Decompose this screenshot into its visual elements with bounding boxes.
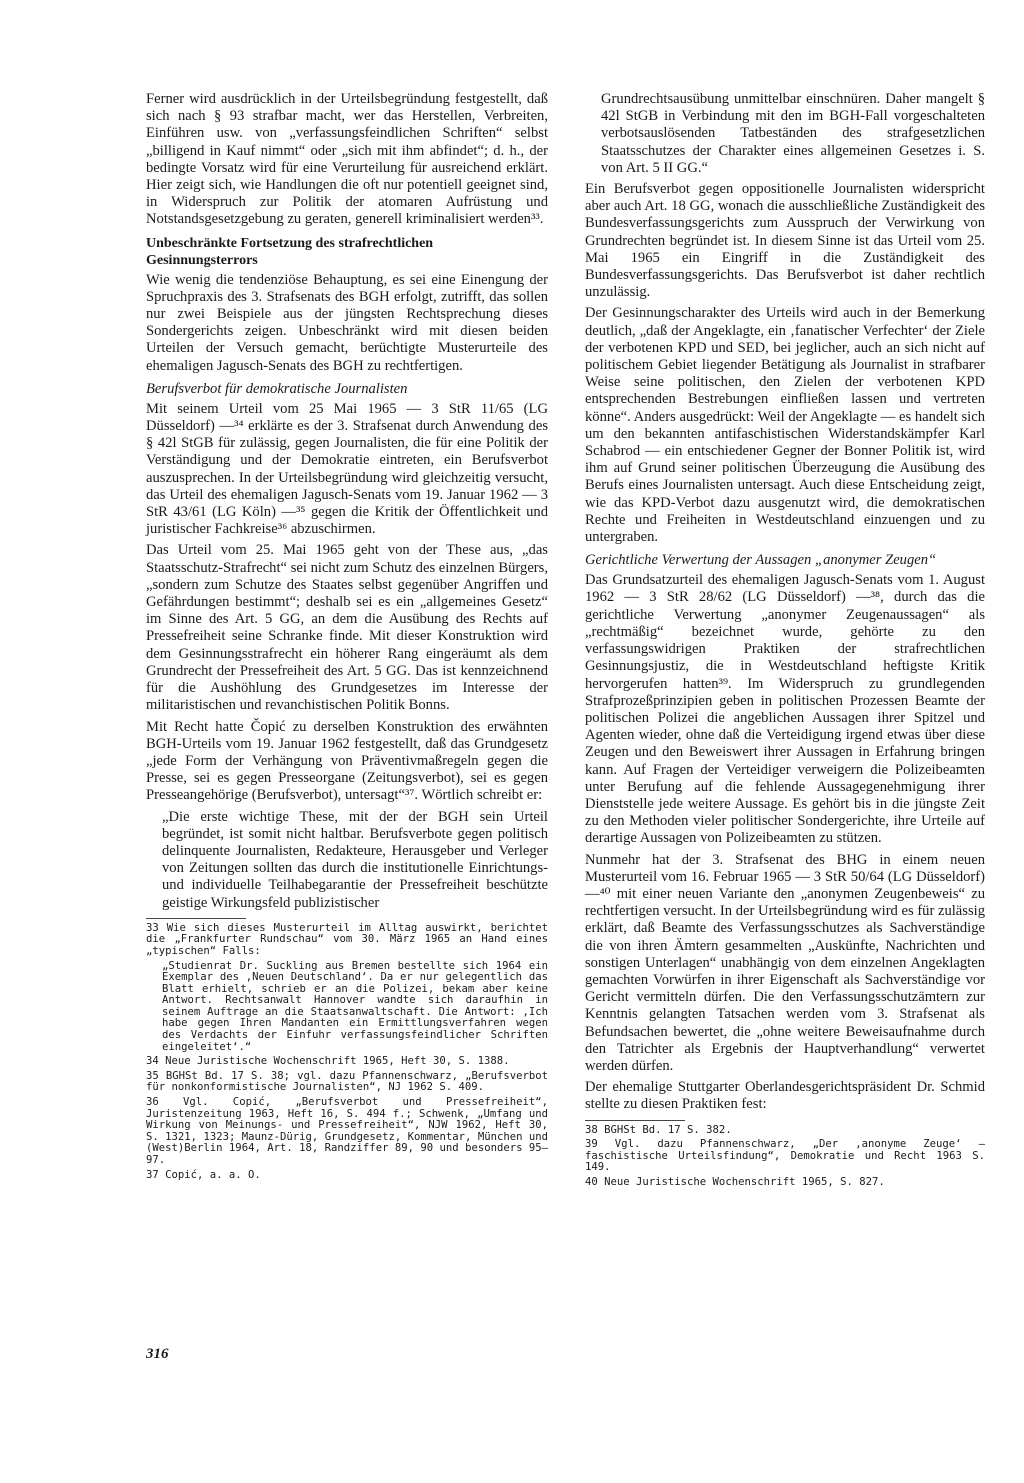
paragraph: Mit Recht hatte Čopić zu derselben Konstruktion des erwähnten BGH-Urteils vom 19. Januar 1962 festgestellt, daß das Grundgesetz „jede Form der Verhängung von Präventivmaßregeln gegen die Presse, sei es gegen Presseorgane (Zeitungsverbot), sei es gegen Presseangehörige (Berufsverbot), untersagt“³⁷. Wörtlich schreibt er: [146,718,548,804]
paragraph: Nunmehr hat der 3. Strafsenat des BHG in einem neuen Musterurteil vom 16. Februar 1965 — 3 StR 50/64 (LG Düsseldorf) —⁴⁰ mit einer neuen Variante den „anonymen Zeugenbeweis“ zu rechtfertigen versucht. In der Urteilsbegründung wird es für zulässig erklärt, daß Beamte des Verfassungsschutzes als Sachverständige die von ihren Ämtern gesammelten „Auskünfte, Nachrichten und sonstigen Unterlagen“ unabhängig von dem einzelnen Angeklagten gemachten Vorwürfen in ihrer Eigenschaft als Sachverständige vor Gericht vermitteln dürfen. Die den Verfassungsschutzämtern zur Kenntnis gelangten Tatsachen werden vom 3. Strafsenat als Befundsachen bewertet, die „ohne weitere Beweisaufnahme durch den Tatrichter als Ergebnis der Hauptverhandlung“ verwertet werden dürfen. [585,851,985,1074]
paragraph: Mit seinem Urteil vom 25 Mai 1965 — 3 StR 11/65 (LG Düsseldorf) —³⁴ erklärte es der 3. Strafsenat durch Anwendung des § 42l StGB für zulässig, gegen Journalisten, die für eine Politik der Verständigung und der Demokratie eintreten, ein Berufsverbot auszusprechen. In der Urteilsbegründung wird gleichzeitig versucht, das Urteil des ehemaligen Jagusch-Senats vom 19. Januar 1962 — 3 StR 43/61 (LG Köln) —³⁵ gegen die Kritik der Öffentlichkeit und juristischer Fachkreise³⁶ abzuschirmen. [146,400,548,538]
block-quote: Grundrechtsausübung unmittelbar einschnüren. Daher mangelt § 42l StGB in Verbindung mit den im BGH-Fall vorgeschalteten verbotsauslösenden Tatbeständen des strafgesetzlichen Staatsschutzes der Charakter eines allgemeinen Gesetzes i. S. von Art. 5 II GG.“ [601,91,985,176]
footnote-divider [585,1120,685,1121]
footnote: 33 Wie sich dieses Musterurteil im Alltag auswirkt, berichtet die „Frankfurter Rundschau“ vom 30. März 1965 an Hand eines „typischen“ Falls: [146,921,548,957]
paragraph: Wie wenig die tendenziöse Behauptung, es sei eine Einengung der Spruchpraxis des 3. Strafsenats des BGH erfolgt, zutrifft, das sollen nur zwei Beispiele aus der jüngsten Rechtsprechung dieses Sondergerichts zeigen. Unbeschränkt wird mit diesen beiden Urteilen der Versuch gemacht, berüchtigte Musterurteile des ehemaligen Jagusch-Senats des BGH zu rechtfertigen. [146,271,548,374]
left-column [146,91,548,1184]
footnote: 40 Neue Juristische Wochenschrift 1965, S. 827. [585,1175,885,1188]
section-heading: Unbeschränkte Fortsetzung des strafrechtlichen Gesinnungsterrors [146,235,434,268]
footnote: 38 BGHSt Bd. 17 S. 382. [585,1123,732,1136]
paragraph: Das Urteil vom 25. Mai 1965 geht von der These aus, „das Staatsschutz-Strafrecht“ sei nicht zum Schutz des einzelnen Bürgers, „sondern zum Schutze des Staates selbst gegenüber Angriffen und Gefährdungen bestimmt“; deshalb sei es ein „allgemeines Gesetz“ im Sinne des Art. 5 GG, an dem die Ausübung des Rechts auf Pressefreiheit seine Schranke finde. Mit dieser Konstruktion wird dem Gesinnungsstrafrecht ein höherer Rang eingeräumt als dem Grundrecht der Pressefreiheit des Art. 5 GG. Das ist kennzeichnend für die Aushöhlung des Grundgesetzes im Interesse der militaristischen und revanchistischen Politik Bonns. [146,542,548,714]
block-quote: „Die erste wichtige These, mit der der BGH sein Urteil begründet, ist somit nicht haltbar. Berufsverbote gegen politisch delinquente Journalisten, Redakteure, Herausgeber und Verleger von Zeitungen sollten das durch die institutionelle Einrichtungs- und individuelle Teilhabegarantie der Pressefreiheit beschützte geistige Wirkungsfeld publizistischer [162,808,548,911]
right-column [585,91,985,1192]
subsection-heading: Berufsverbot für demokratische Journalisten [146,380,408,397]
footnote-divider [146,918,246,919]
footnote: 35 BGHSt Bd. 17 S. 38; vgl. dazu Pfannenschwarz, „Berufsverbot für nonkonformistische Journalisten“, NJ 1962 S. 409. [146,1069,548,1094]
footnote: 34 Neue Juristische Wochenschrift 1965, Heft 30, S. 1388. [146,1055,510,1068]
subsection-heading: Gerichtliche Verwertung der Aussagen „anonymer Zeugen“ [585,552,937,569]
paragraph: Das Grundsatzurteil des ehemaligen Jagusch-Senats vom 1. August 1962 — 3 StR 28/62 (LG Düsseldorf) —³⁸, durch das die gerichtliche Verwertung „anonymer Zeugenaussagen“ als „rechtmäßig“ bezeichnet wurde, gehörte zu den verfassungswidrigen Praktiken der strafrechtlichen Gesinnungsjustiz, die in Westdeutschland heftigste Kritik hervorgerufen hatten³⁹. Im Widerspruch zu grundlegenden Strafprozeßprinzipien geben in politischen Prozessen Beamte der politischen Polizei die angeblichen Aussagen ihrer Spitzel und Agenten wieder, ohne daß die Verteidigung irgend etwas über diese Zeugen und den Beweiswert ihrer Aussagen in Erfahrung bringen kann. Auf Fragen der Verteidiger verweigern die Polizeibeamten unter Berufung auf die fehlende Aussagegenehmigung ihrer Dienststelle jede weitere Aussage. Es gehört bis in die jüngste Zeit zu den Methoden vieler politischer Sondergerichte, ihre Urteile auf derartige Aussagen von Polizeibeamten zu stützen. [585,572,985,847]
footnote: 39 Vgl. dazu Pfannenschwarz, „Der ‚anonyme Zeuge‘ — faschistische Urteilsfindung“, Demokratie und Recht 1963 S. 149. [585,1138,985,1174]
page-number: 316 [146,1346,169,1362]
paragraph: Ein Berufsverbot gegen oppositionelle Journalisten widerspricht aber auch Art. 18 GG, wonach die ausschließliche Zuständigkeit des Bundesverfassungsgerichts zum Ausspruch der Verwirkung von Grundrechten begründet ist. In diesem Sinne ist das Urteil vom 25. Mai 1965 ein Eingriff in die Zuständigkeit des Bundesverfassungsgerichts. Das Berufsverbot ist daher rechtlich unzulässig. [585,181,985,301]
footnote: 37 Copić, a. a. O. [146,1168,261,1181]
paragraph: Der ehemalige Stuttgarter Oberlandesgerichtspräsident Dr. Schmid stellte zu diesen Praktiken fest: [585,1079,985,1113]
footnote-quote: „Studienrat Dr. Suckling aus Bremen bestellte sich 1964 ein Exemplar des ‚Neuen Deutschland‘. Da er nur gelegentlich das Blatt erhielt, schrieb er an die Polizei, bekam aber keine Antwort. Rechtsanwalt Hannover wandte sich daraufhin in seinem Auftrage an die Staatsanwaltschaft. Die Antwort: ‚Ich habe gegen Ihren Mandanten ein Ermittlungsverfahren wegen des Verdachts der Einfuhr verfassungsfeindlicher Schriften eingeleitet‘.“ [162,959,548,1053]
paragraph: Ferner wird ausdrücklich in der Urteilsbegründung festgestellt, daß sich nach § 93 strafbar macht, wer das Herstellen, Verbreiten, Einführen usw. von „verfassungsfeindlichen Schriften“ selbst „billigend in Kauf nimmt“ oder „sich mit ihm abfindet“; d. h., der bedingte Vorsatz wird für eine Verurteilung für ausreichend erklärt. Hier zeigt sich, wie Handlungen die oft nur potentiell geeignet sind, in Widerspruch zur Politik der atomaren Aufrüstung und Notstandsgesetzgebung zu geraten, generell kriminalisiert werden³³. [146,91,548,228]
paragraph: Der Gesinnungscharakter des Urteils wird auch in der Bemerkung deutlich, „daß der Angeklagte, ein ‚fanatischer Verfechter‘ der Ziele der verbotenen KPD und SED, bei jeglicher, auch an sich nicht auf politischem Gebiet liegender Betätigung als Journalist in strafbarer Weise seine politischen, den Zielen der verbotenen KPD entsprechenden Bestrebungen einfließen lassen und vertreten könne“. Anders ausgedrückt: Weil der Angeklagte — es handelt sich um den bekannten antifaschistischen Widerstandskämpfer Karl Schabrod — ein entschiedener Gegner der Bonner Politik ist, wird ihm auf Grund seiner politischen Überzeugung die Ausübung des Berufs eines Journalisten untersagt. Auch diese Entscheidung zeigt, wie das KPD-Verbot dazu ausgenutzt wird, die demokratischen Rechte und Freiheiten in Westdeutschland einzuengen und zu untergraben. [585,305,985,546]
footnote: 36 Vgl. Copić, „Berufsverbot und Pressefreiheit“, Juristenzeitung 1963, Heft 16, S. 494 f.; Schwenk, „Umfang und Wirkung von Meinungs- und Pressefreiheit“, NJW 1962, Heft 30, S. 1321, 1323; Maunz-Dürig, Grundgesetz, Kommentar, München und (West)Berlin 1964, Art. 18, Randziffer 89, 90 und besonders 95—97. [146,1096,548,1167]
